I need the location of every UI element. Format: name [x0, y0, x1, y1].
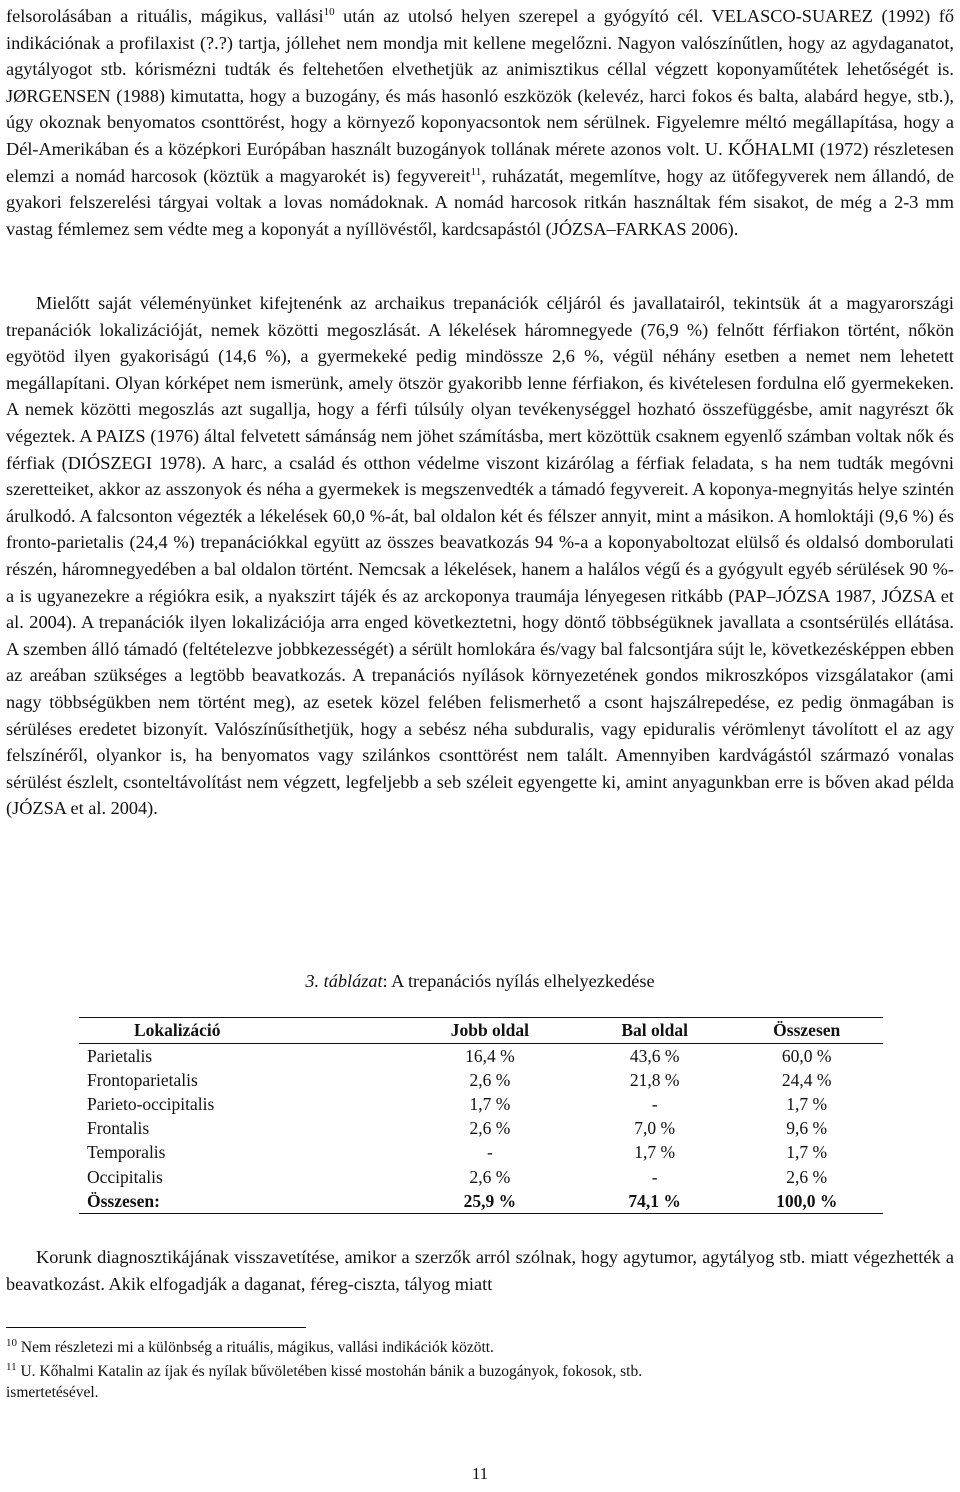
table-cell: Parietalis [87, 1045, 153, 1066]
footnote-ref-10: 10 [323, 5, 335, 18]
body-paragraph [6, 3, 954, 242]
table-cell: Temporalis [87, 1142, 166, 1163]
table-cell: 74,1 % [579, 1189, 731, 1214]
footnote-ref-11: 11 [470, 165, 482, 178]
footnote-text: U. Kőhalmi Katalin az íjak és nyílak bűvöletében kissé mostohán bánik a buzogányok, fokosok, stb. [16, 1363, 643, 1380]
column-header: Összesen [730, 1018, 883, 1044]
column-header: Bal oldal [579, 1018, 731, 1044]
table-cell: - [651, 1166, 658, 1187]
footnote-divider [6, 1327, 306, 1328]
table-cell: Occipitalis [87, 1166, 163, 1187]
localization-table [79, 1017, 883, 1214]
table-row [79, 1165, 883, 1189]
table-caption-text: : A trepanációs nyílás elhelyezkedése [382, 971, 655, 991]
table-cell: 1,7 % [786, 1142, 828, 1163]
column-header: Lokalizáció [79, 1018, 401, 1044]
footnote-text: Nem részletezi mi a különbség a rituális, mágikus, vallási indikációk között. [17, 1339, 494, 1356]
table-header-row [79, 1018, 883, 1044]
table-cell: 1,7 % [634, 1142, 676, 1163]
body-paragraph: Mielőtt saját véleményünket kifejtenénk az archaikus trepanációk céljáról és javallatairól, tekintsük át a magyarországi trepanációk lokalizációját, nemek közötti megoszlását. A lékelések háromnegyede (76,9 %) felnőtt férfiakon történt, nőkön egyötöd ilyen gyakoriságú (14,6 %), a gyermekeké pedig mindössze 2,6 %, végül néhány esetben a nemet nem lehetett megállapítani. Olyan kórképet nem ismerünk, amely ötször gyakoribb lenne férfiakon, és kivételesen fordulna elő gyermekeken. A nemek közötti megoszlás azt sugallja, hogy a férfi túlsúly olyan tevékenységgel hozható összefüggésbe, amit nagyrészt ők végeztek. A PAIZS (1976) által felvetett sámánság nem jöhet számításba, mert közöttük csaknem egyenlő számban voltak nők és férfiak (DIÓSZEGI 1978). A harc, a család és otthon védelme viszont kizárólag a férfiak feladata, s ha nem tudták megóvni szeretteiket, akkor az asszonyok és néha a gyermekek is megszenvedték a támadó fegyvereit. A koponya-megnyitás helye szintén árulkodó. A falcsonton végezték a lékelések 60,0 %-át, bal oldalon két és félszer annyit, mint a másikon. A homloktáji (9,6 %) és fronto-parietalis (24,4 %) trepanációkkal együtt az összes beavatkozás 94 %-a a koponyaboltozat elülső és oldalsó domborulati részén, háromnegyedében a bal oldalon történt. Nemcsak a lékelések, hanem a halálos végű és a gyógyult egyéb sérülések 90 %-a is ugyanezekre a régiókra esik, a nyakszirt tájék és az arckoponya traumája lényegesen ritkább (PAP–JÓZSA 1987, JÓZSA et al. 2004). A trepanációk ilyen lokalizációja arra enged következtetni, hogy döntő többségüknek javallata a csontsérülés ellátása. A szemben álló támadó (feltételezve jobbkezességét) a sérült homlokára és/vagy bal falcsontjára sújt le, következésképpen ebben az areában szükséges a legtöbb beavatkozás. A trepanációs nyílások környezetének gondos mikroszkópos vizsgálatakor (ami nagy többségükben nem történt meg), az esetek közel felében felismerhető a csont hajszálrepedése, ez pedig önmagában is sérüléses eredetet bizonyít. Valószínűsíthetjük, hogy a sebész néha subduralis, vagy epiduralis vérömlenyt távolított el az agy felszínéről, olyankor is, ha benyomatos vagy szilánkos csonttörést nem talált. Amennyiben kardvágástól származó vonalas sérülést észlelt, csonteltávolítást nem végzett, legfeljebb a seb széleit egyengette ki, amint anyagunkban erre is bőven akad példa (JÓZSA et al. 2004). [6, 293, 954, 819]
table-cell: 16,4 % [465, 1045, 515, 1066]
footnote-text-continued: ismertetésével. [6, 1384, 99, 1401]
table-cell: - [486, 1142, 493, 1163]
table-cell: 24,4 % [781, 1069, 832, 1090]
table-cell: 9,6 % [786, 1118, 828, 1139]
column-header: Jobb oldal [401, 1018, 579, 1044]
table-cell: 7,0 % [634, 1118, 676, 1139]
table-caption [0, 971, 960, 992]
table-row [79, 1141, 883, 1165]
table-row [79, 1117, 883, 1141]
table-cell: Frontoparietalis [87, 1069, 198, 1090]
table-total-row [79, 1189, 883, 1214]
table-cell: 43,6 % [629, 1045, 680, 1066]
paragraph-text: felsorolásában a rituális, mágikus, vallási [6, 6, 324, 26]
table-row [79, 1068, 883, 1092]
table-cell: 1,7 % [786, 1093, 828, 1114]
table-cell: 2,6 % [786, 1166, 828, 1187]
table-cell: Összesen: [79, 1189, 401, 1214]
table-row [79, 1044, 883, 1069]
table-cell: Frontalis [87, 1118, 150, 1139]
table-cell: - [651, 1093, 658, 1114]
table-cell: 25,9 % [401, 1189, 579, 1214]
table-cell: 100,0 % [730, 1189, 883, 1214]
body-paragraph: Korunk diagnosztikájának visszavetítése, amikor a szerzők arról szólnak, hogy agytumor, agytályog stb. miatt végezhették a beavatkozást. Akik elfogadják a daganat, féreg-ciszta, tályog miatt [6, 1247, 954, 1294]
table-cell: 2,6 % [469, 1069, 511, 1090]
paragraph-text: , ruházatát, megemlítve, hogy az ütőfegyverek nem állandó, de gyakori felszerelési tárgyai voltak a lovas nomádoknak. A nomád harcosok ritkán használtak fém sisakot, de még a 2-3 mm vastag fémlemez sem védte meg a koponyát a nyíllövéstől, kardcsapástól (JÓZSA–FARKAS 2006). [6, 165, 954, 239]
footnote-11 [6, 1361, 954, 1403]
paragraph-text: után az utolsó helyen szerepel a gyógyító cél. VELASCO-SUAREZ (1992) fő indikációnak a profilaxist (?.?) tartja, jóllehet nem mondja mit kellene megelőzni. Nagyon valószínűtlen, hogy az agydaganatot, agytályogot stb. kórismézni tudták és feltehetően elvethetjük az animisztikus céllal végzett koponyaműtétek lehetőségét is. JØRGENSEN (1988) kimutatta, hogy a buzogány, és más hasonló eszközök (kelevéz, harci fokos és balta, alabárd hegye, stb.), úgy okoznak benyomatos csonttörést, hogy a környező koponyacsontok nem sérülnek. Figyelemre méltó megállapítása, hogy a Dél-Amerikában és a középkori Európában használt buzogányok tollának mérete azonos volt. U. KŐHALMI (1972) részletesen elemzi a nomád harcosok (köztük a magyarokét is) fegyvereit [6, 6, 954, 186]
footnote-10 [6, 1337, 954, 1358]
table-cell: Parieto-occipitalis [87, 1093, 215, 1114]
table-cell: 21,8 % [629, 1069, 680, 1090]
table-row [79, 1092, 883, 1116]
table-cell: 1,7 % [469, 1093, 511, 1114]
table-cell: 2,6 % [469, 1118, 511, 1139]
table-cell: 60,0 % [781, 1045, 832, 1066]
footnote-number: 10 [6, 1336, 17, 1349]
table-caption-number: 3. táblázat [305, 971, 383, 991]
page-number: 11 [471, 1464, 489, 1483]
footnote-number: 11 [6, 1360, 17, 1373]
table-cell: 2,6 % [469, 1166, 511, 1187]
